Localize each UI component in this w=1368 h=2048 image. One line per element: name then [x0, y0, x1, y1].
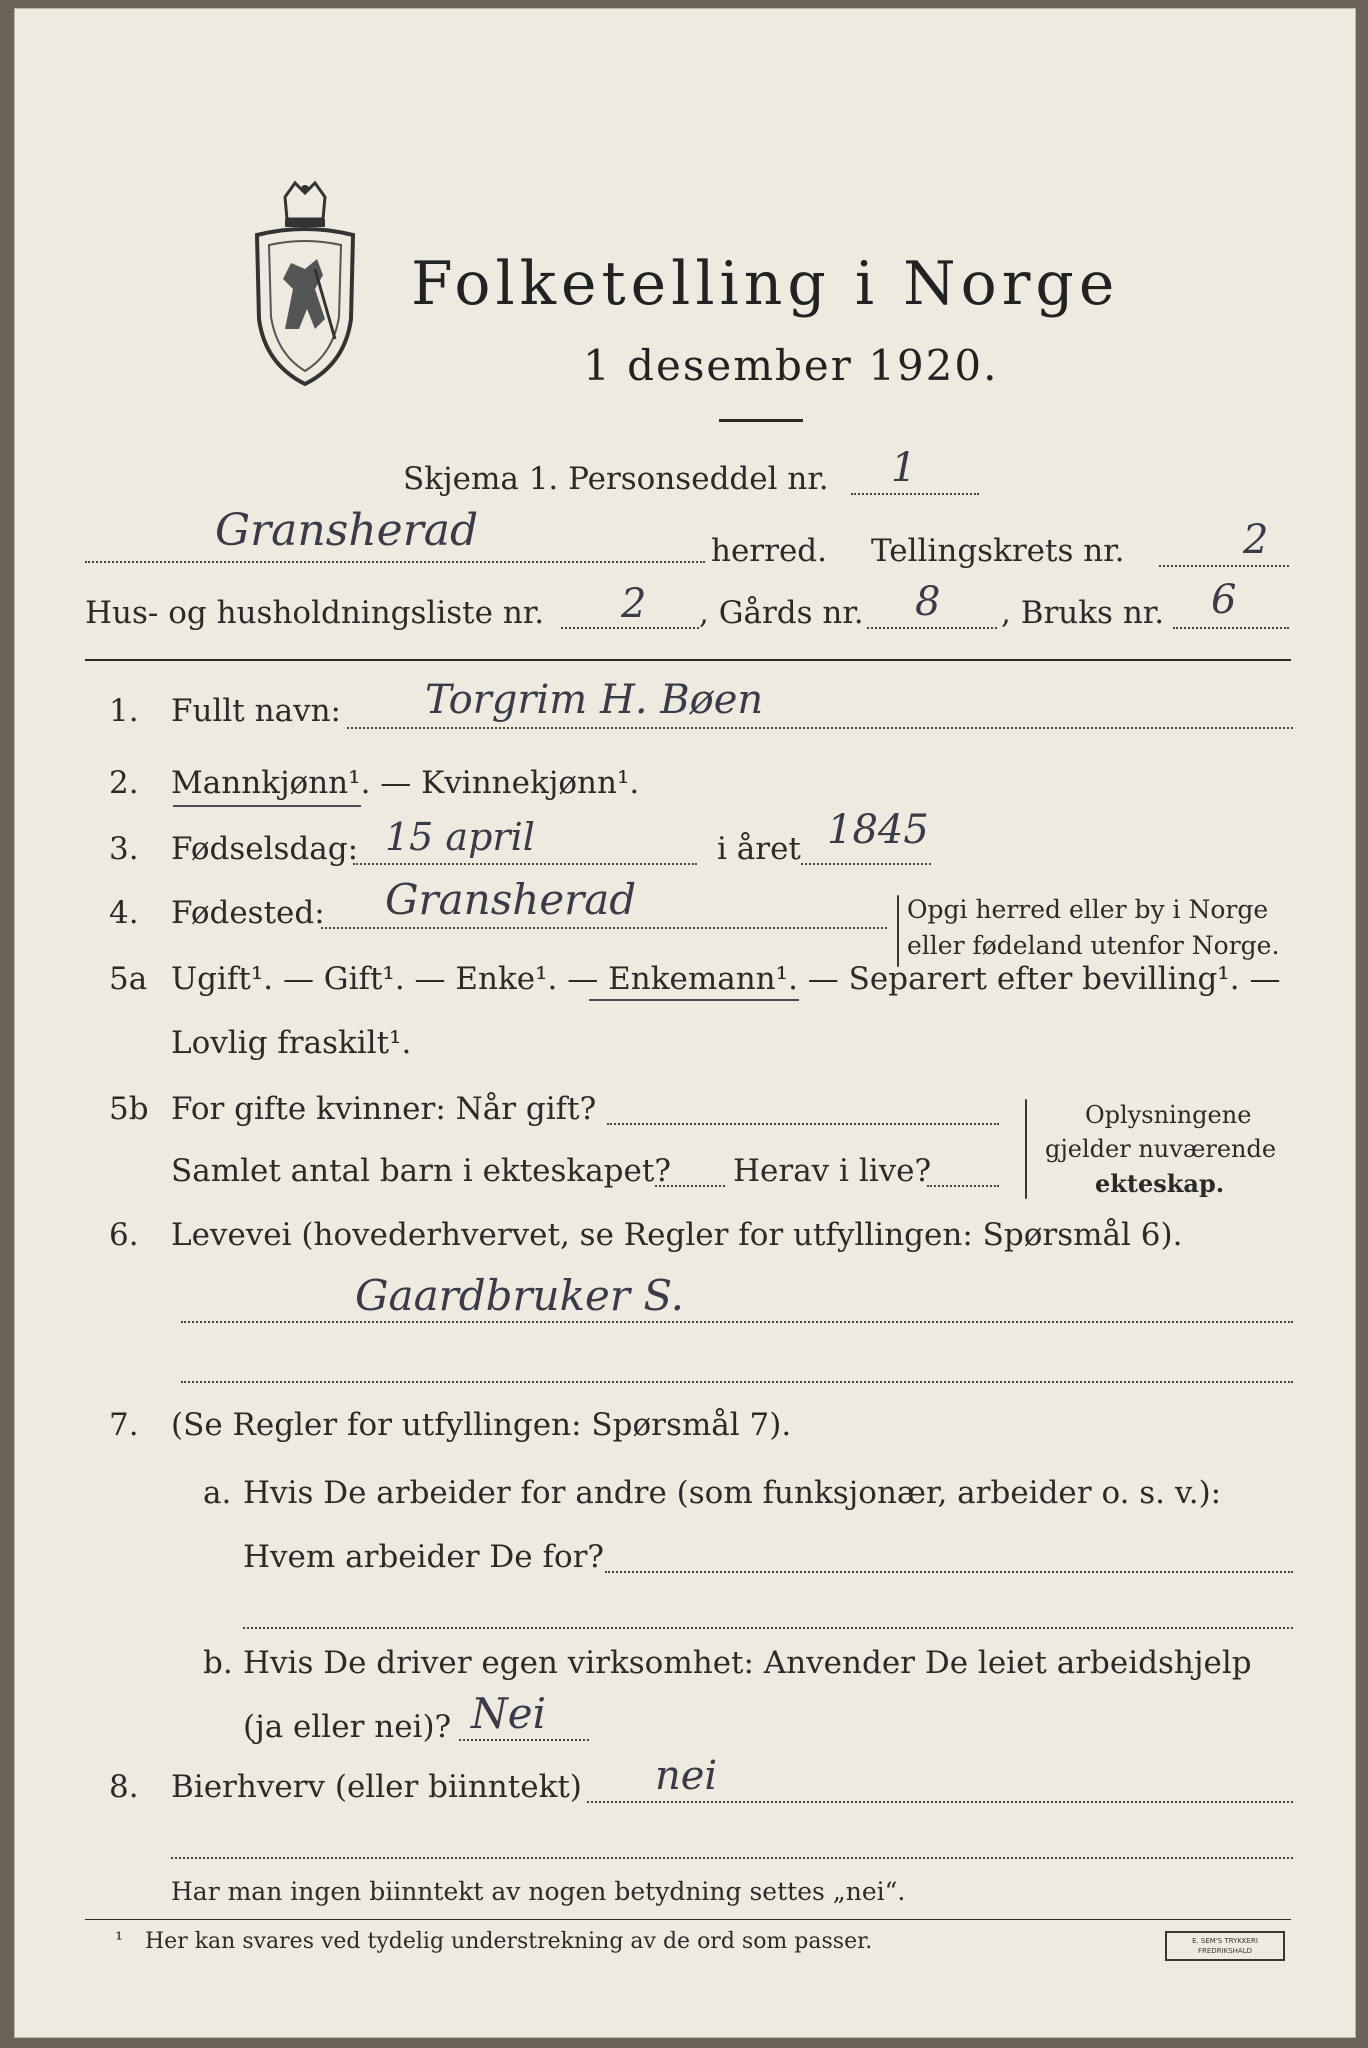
q2-number: 2.	[109, 765, 139, 801]
footer-divider	[85, 1919, 1291, 1920]
hired-help-field-line	[459, 1739, 589, 1741]
footnote-number: ¹	[115, 1927, 124, 1951]
birthplace-note-line2: eller fødeland utenfor Norge.	[907, 931, 1280, 960]
side-income-value: nei	[655, 1753, 718, 1799]
marriage-note-line3: ekteskap.	[1095, 1169, 1225, 1198]
husliste-field-line	[561, 627, 699, 629]
marriage-note-brace	[1025, 1099, 1027, 1199]
q1-label: Fullt navn:	[171, 693, 341, 729]
employer-label: Hvem arbeider De for?	[243, 1539, 605, 1575]
census-form	[14, 8, 1356, 2038]
q7a-line1: Hvis De arbeider for andre (som funksjonær, arbeider o. s. v.):	[243, 1475, 1222, 1511]
employer-field-line1	[605, 1571, 1293, 1573]
header-divider	[85, 659, 1291, 661]
when-married-label: For gifte kvinner: Når gift?	[171, 1091, 597, 1127]
q3-label: Fødselsdag:	[171, 831, 359, 867]
herred-label: herred.	[711, 533, 827, 569]
birthplace-field-line	[321, 927, 887, 929]
mannkjonn-underline	[173, 805, 361, 807]
q3-number: 3.	[109, 831, 139, 867]
year-field-line	[801, 863, 931, 865]
birthplace-value: Gransherad	[385, 875, 637, 924]
herred-field-line	[85, 561, 705, 563]
gards-field-line	[867, 627, 997, 629]
q5a-number: 5a	[109, 961, 148, 997]
husliste-nr-value: 2	[621, 581, 647, 627]
coat-of-arms-icon	[245, 179, 365, 389]
gender-options: Mannkjønn¹. — Kvinnekjønn¹.	[171, 765, 640, 801]
title-divider	[719, 419, 803, 422]
side-income-note: Har man ingen biinntekt av nogen betydning settes „nei“.	[171, 1877, 906, 1906]
children-alive-field-line	[927, 1185, 999, 1187]
birthplace-note-line1: Opgi herred eller by i Norge	[907, 895, 1269, 924]
tellingskrets-nr-value: 2	[1243, 517, 1269, 563]
personseddel-nr-value: 1	[891, 445, 917, 491]
gards-nr-value: 8	[915, 579, 941, 625]
bruks-field-line	[1173, 627, 1289, 629]
side-income-field-line1	[587, 1801, 1293, 1803]
birthday-field-line	[353, 863, 697, 865]
marriage-note-line1: Oplysningene	[1085, 1101, 1252, 1129]
q7-number: 7.	[109, 1407, 139, 1443]
employer-field-line2	[243, 1627, 1293, 1629]
hired-help-label: (ja eller nei)?	[243, 1709, 452, 1745]
occupation-value: Gaardbruker S.	[355, 1271, 684, 1320]
bruks-nr-value: 6	[1211, 577, 1237, 623]
occupation-label: Levevei (hovederhvervet, se Regler for utfyllingen: Spørsmål 6).	[171, 1217, 1183, 1253]
birthplace-note-brace	[897, 895, 899, 967]
bruks-label: , Bruks nr.	[1001, 595, 1165, 631]
q1-number: 1.	[109, 693, 139, 729]
hired-help-value: Nei	[471, 1689, 547, 1738]
q5b-number: 5b	[109, 1091, 149, 1127]
marriage-note-line2: gjelder nuværende	[1045, 1135, 1277, 1163]
year-label: i året	[717, 831, 801, 867]
occupation-field-line1	[181, 1321, 1293, 1323]
q8-number: 8.	[109, 1769, 139, 1805]
q6-number: 6.	[109, 1217, 139, 1253]
husliste-label: Hus- og husholdningsliste nr.	[85, 595, 545, 631]
when-married-field-line	[607, 1123, 999, 1125]
printer-stamp-text: E. SEM'S TRYKKERI FREDRIKSHALD	[1192, 1937, 1258, 1955]
q7b-line1: Hvis De driver egen virksomhet: Anvender De leiet arbeidshjelp	[243, 1645, 1252, 1681]
children-count-label: Samlet antal barn i ekteskapet?	[171, 1153, 671, 1189]
occupation-field-line2	[181, 1381, 1293, 1383]
birthday-value: 15 april	[385, 815, 535, 859]
q7-label: (Se Regler for utfyllingen: Spørsmål 7).	[171, 1407, 792, 1443]
side-income-label: Bierhverv (eller biinntekt)	[171, 1769, 582, 1805]
side-income-field-line2	[171, 1857, 1293, 1859]
footnote-text: Her kan svares ved tydelig understrekning av de ord som passer.	[145, 1929, 873, 1954]
gards-label: , Gårds nr.	[699, 595, 864, 631]
printer-stamp	[1165, 1931, 1285, 1961]
herred-value: Gransherad	[215, 505, 479, 556]
marital-status-options: Ugift¹. — Gift¹. — Enke¹. — Enkemann¹. — Separert efter bevilling¹. —	[171, 961, 1281, 997]
form-title: Folketelling i Norge	[411, 249, 1120, 319]
marital-status-line2: Lovlig fraskilt¹.	[171, 1025, 412, 1061]
q1-field-line	[347, 727, 1293, 729]
children-alive-label: Herav i live?	[733, 1153, 932, 1189]
personseddel-field-line	[851, 493, 979, 495]
q4-number: 4.	[109, 895, 139, 931]
birth-year-value: 1845	[827, 807, 929, 853]
children-count-field-line	[655, 1185, 725, 1187]
tellingskrets-field-line	[1159, 565, 1289, 567]
full-name-value: Torgrim H. Bøen	[425, 677, 764, 723]
enkemann-underline	[589, 999, 799, 1001]
tellingskrets-label: Tellingskrets nr.	[871, 533, 1125, 569]
q7b-letter: b.	[203, 1645, 233, 1681]
skjema-label: Skjema 1. Personseddel nr.	[403, 461, 829, 497]
q7a-letter: a.	[203, 1475, 232, 1511]
census-date: 1 desember 1920.	[583, 341, 999, 390]
q4-label: Fødested:	[171, 895, 325, 931]
